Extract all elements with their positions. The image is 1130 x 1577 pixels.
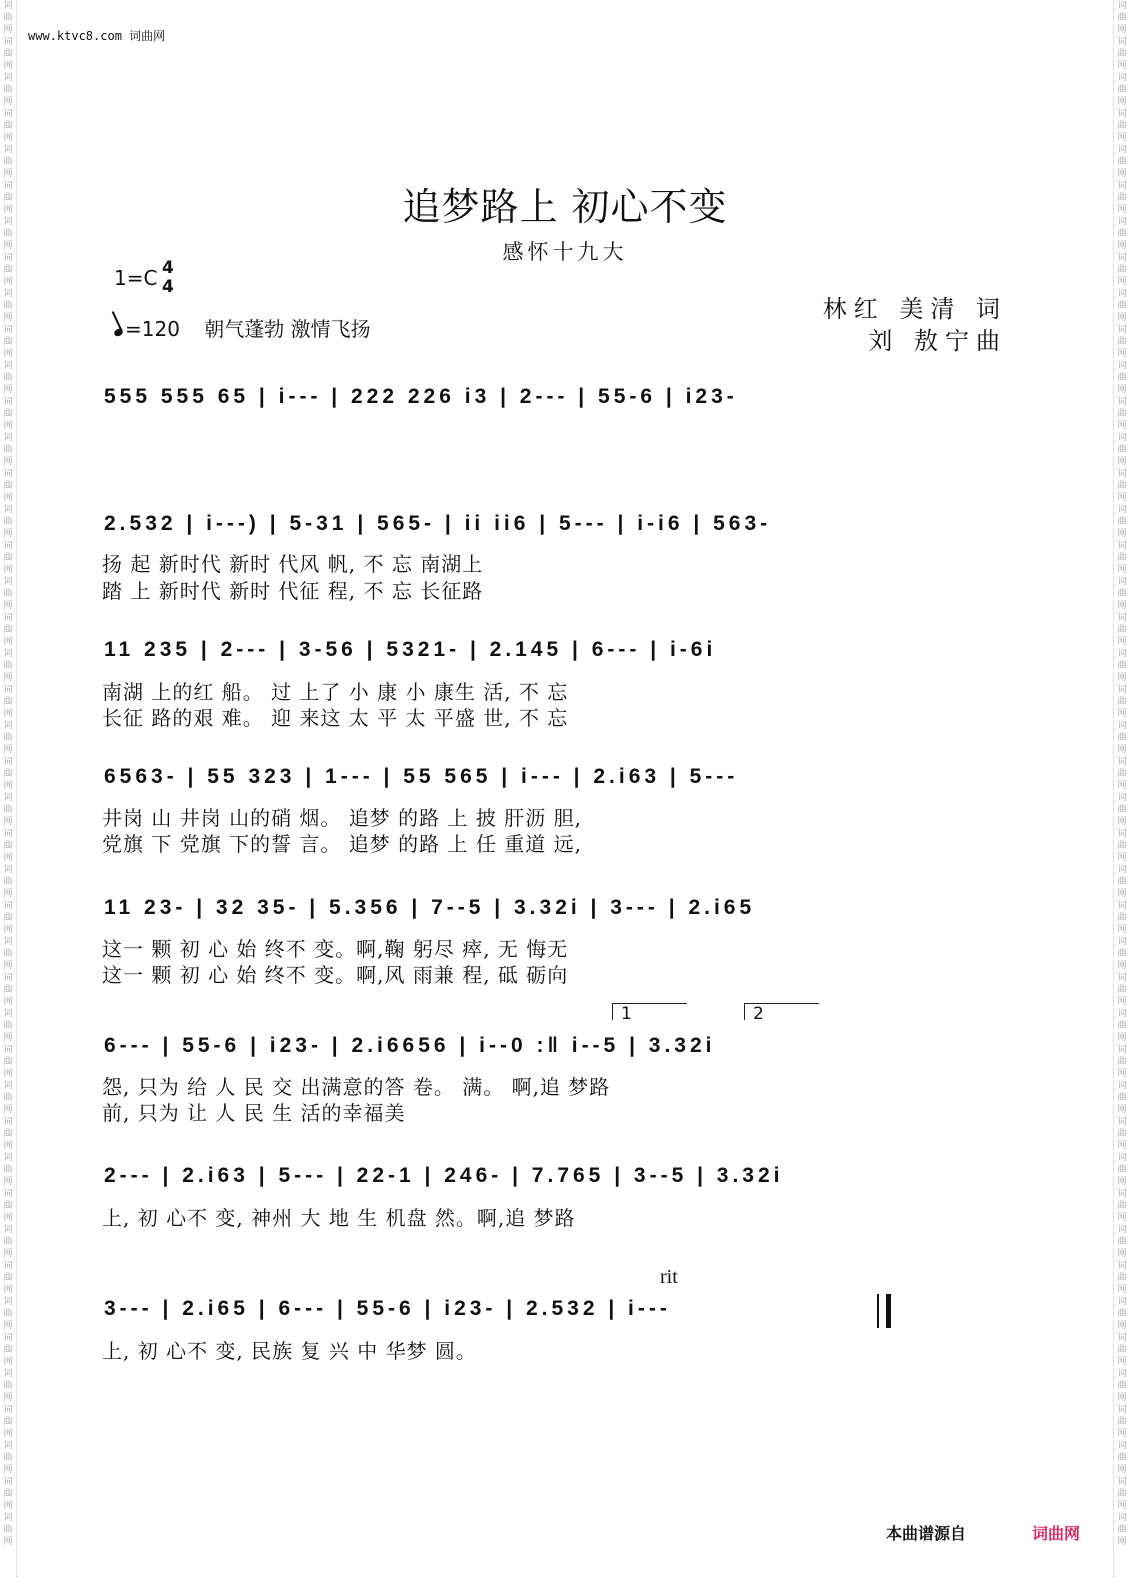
watermark-char: 网 (3, 1285, 13, 1295)
watermark-char: 曲 (1117, 409, 1127, 419)
watermark-char: 曲 (1117, 805, 1127, 815)
watermark-char: 网 (3, 529, 13, 539)
lyric-line-5a: 这一 颗 初 心 始 终不 变。啊,鞠 躬尽 瘁, 无 悔无 (102, 937, 569, 961)
watermark-char: 网 (1117, 1357, 1127, 1367)
watermark-char: 词 (3, 109, 13, 119)
watermark-char: 网 (3, 457, 13, 467)
score-line-8: 3--- | 2.i65 | 6--- | 55-6 | i23- | 2.532 | i--- (104, 1297, 671, 1320)
watermark-char: 网 (1117, 349, 1127, 359)
watermark-char: 曲 (1117, 1021, 1127, 1031)
watermark-char: 词 (1117, 1369, 1127, 1379)
watermark-char: 网 (3, 565, 13, 575)
watermark-char: 网 (3, 889, 13, 899)
watermark-char: 网 (1117, 1537, 1127, 1547)
watermark-char: 曲 (3, 949, 13, 959)
tempo-marking (114, 313, 371, 342)
watermark-char: 曲 (1117, 913, 1127, 923)
watermark-char: 曲 (3, 1093, 13, 1103)
watermark-char: 词 (3, 1117, 13, 1127)
watermark-char: 网 (3, 385, 13, 395)
watermark-char: 曲 (3, 121, 13, 131)
lyric-line-7: 上, 初 心不 变, 神州 大 地 生 机盘 然。啊,追 梦路 (102, 1206, 576, 1230)
watermark-char: 曲 (1117, 697, 1127, 707)
time-numerator: 4 (162, 258, 174, 278)
watermark-char: 网 (1117, 529, 1127, 539)
watermark-char: 网 (1117, 637, 1127, 647)
watermark-char: 词 (1117, 1045, 1127, 1055)
song-title: 追梦路上 初心不变 (402, 185, 728, 229)
lyric-line-4a: 井岗 山 井岗 山的硝 烟。 追梦 的路 上 披 肝沥 胆, (102, 806, 582, 830)
watermark-char: 网 (3, 313, 13, 323)
watermark-char: 曲 (3, 1525, 13, 1535)
watermark-char: 词 (3, 1261, 13, 1271)
watermark-char: 网 (1117, 1069, 1127, 1079)
lyric-line-2b: 踏 上 新时代 新时 代征 程, 不 忘 长征路 (102, 579, 484, 603)
watermark-char: 词 (1117, 721, 1127, 731)
watermark-char: 网 (3, 1537, 13, 1547)
score-line-3: 11 235 | 2--- | 3-56 | 5321- | 2.145 | 6--- | i-6i (104, 638, 717, 661)
watermark-char: 曲 (3, 661, 13, 671)
watermark-char: 词 (3, 577, 13, 587)
watermark-char: 网 (1117, 1285, 1127, 1295)
watermark-char: 曲 (1117, 1057, 1127, 1067)
watermark-char: 词 (3, 1045, 13, 1055)
watermark-char: 网 (3, 1429, 13, 1439)
watermark-char: 词 (3, 1405, 13, 1415)
watermark-char: 词 (3, 1441, 13, 1451)
watermark-char: 曲 (1117, 229, 1127, 239)
watermark-char: 曲 (1117, 1273, 1127, 1283)
expression-text: 朝气蓬勃 激情飞扬 (204, 317, 371, 341)
watermark-char: 曲 (3, 589, 13, 599)
watermark-char: 曲 (1117, 877, 1127, 887)
watermark-char: 曲 (1117, 373, 1127, 383)
watermark-char: 曲 (1117, 1093, 1127, 1103)
watermark-char: 词 (1117, 37, 1127, 47)
watermark-char: 曲 (3, 1237, 13, 1247)
watermark-char: 词 (3, 397, 13, 407)
watermark-char: 网 (1117, 1393, 1127, 1403)
watermark-char: 词 (1117, 361, 1127, 371)
watermark-char: 词 (1117, 289, 1127, 299)
watermark-char: 曲 (3, 769, 13, 779)
song-subtitle: 感怀十九大 (502, 240, 628, 264)
watermark-char: 曲 (3, 1309, 13, 1319)
watermark-char: 网 (1117, 961, 1127, 971)
watermark-char: 网 (3, 1141, 13, 1151)
watermark-char: 曲 (3, 697, 13, 707)
watermark-char: 网 (3, 97, 13, 107)
watermark-char: 曲 (1117, 49, 1127, 59)
watermark-char: 网 (3, 1213, 13, 1223)
watermark-char: 词 (3, 541, 13, 551)
watermark-char: 词 (1117, 577, 1127, 587)
lyric-line-3b: 长征 路的艰 难。 迎 来这 太 平 太 平盛 世, 不 忘 (102, 706, 569, 730)
watermark-char: 曲 (3, 1057, 13, 1067)
watermark-char: 网 (1117, 889, 1127, 899)
score-line-2: 2.532 | i---) | 5-31 | 565- | ii ii6 | 5--- | i-i6 | 563- (104, 512, 772, 535)
watermark-char: 网 (1117, 205, 1127, 215)
ritardando-marking: rit (660, 1266, 678, 1288)
watermark-char: 曲 (3, 1345, 13, 1355)
score-line-4: 6563- | 55 323 | 1--- | 55 565 | i--- | 2.i63 | 5--- (104, 765, 739, 788)
watermark-char: 曲 (1117, 157, 1127, 167)
watermark-char: 曲 (3, 409, 13, 419)
watermark-char: 词 (1117, 469, 1127, 479)
watermark-char: 词 (3, 685, 13, 695)
watermark-char: 曲 (3, 877, 13, 887)
watermark-char: 曲 (3, 625, 13, 635)
lyric-line-6a: 怨, 只为 给 人 民 交 出满意的答 卷。 满。 啊,追 梦路 (102, 1075, 611, 1099)
lyric-line-5b: 这一 颗 初 心 始 终不 变。啊,风 雨兼 程, 砥 砺向 (102, 963, 569, 987)
watermark-char: 网 (1117, 1249, 1127, 1259)
watermark-char: 词 (3, 253, 13, 263)
watermark-char: 词 (1117, 865, 1127, 875)
watermark-char: 曲 (1117, 949, 1127, 959)
watermark-char: 网 (1117, 421, 1127, 431)
watermark-char: 词 (1117, 253, 1127, 263)
watermark-char: 曲 (1117, 1129, 1127, 1139)
watermark-char: 网 (1117, 277, 1127, 287)
lyric-line-8: 上, 初 心不 变, 民族 复 兴 中 华梦 圆。 (102, 1339, 477, 1363)
watermark-char: 词 (1117, 1117, 1127, 1127)
time-denominator: 4 (162, 277, 174, 297)
watermark-char: 网 (3, 61, 13, 71)
lyric-line-3a: 南湖 上的红 船。 过 上了 小 康 小 康生 活, 不 忘 (102, 680, 569, 704)
watermark-char: 曲 (3, 301, 13, 311)
watermark-char: 曲 (1117, 625, 1127, 635)
watermark-char: 词 (3, 181, 13, 191)
volta-2: 2 (744, 1003, 819, 1020)
watermark-char: 词 (3, 757, 13, 767)
watermark-char: 网 (3, 1321, 13, 1331)
watermark-char: 网 (1117, 97, 1127, 107)
watermark-char: 词 (1117, 73, 1127, 83)
watermark-char: 曲 (3, 373, 13, 383)
watermark-char: 曲 (3, 841, 13, 851)
watermark-char: 网 (3, 781, 13, 791)
watermark-char: 曲 (3, 193, 13, 203)
watermark-char: 词 (3, 1333, 13, 1343)
watermark-char: 词 (1117, 1261, 1127, 1271)
watermark-char: 网 (1117, 1141, 1127, 1151)
watermark-char: 词 (3, 37, 13, 47)
watermark-char: 词 (3, 1009, 13, 1019)
watermark-char: 词 (3, 1369, 13, 1379)
watermark-char: 网 (3, 241, 13, 251)
watermark-char: 词 (3, 361, 13, 371)
watermark-char: 词 (1117, 505, 1127, 515)
watermark-char: 网 (3, 1069, 13, 1079)
watermark-char: 网 (1117, 133, 1127, 143)
watermark-char: 网 (1117, 1321, 1127, 1331)
lyricist-credit: 林红 美清 词 (822, 295, 1007, 323)
watermark-char: 词 (3, 217, 13, 227)
watermark-char: 网 (1117, 925, 1127, 935)
watermark-char: 网 (3, 997, 13, 1007)
watermark-char: 词 (1117, 973, 1127, 983)
watermark-char: 曲 (3, 1453, 13, 1463)
watermark-char: 网 (1117, 709, 1127, 719)
watermark-char: 词 (1117, 1189, 1127, 1199)
lyric-line-6b: 前, 只为 让 人 民 生 活的幸福美 (102, 1101, 406, 1125)
watermark-char: 网 (1117, 457, 1127, 467)
watermark-char: 曲 (3, 805, 13, 815)
watermark-char: 词 (3, 973, 13, 983)
watermark-char: 曲 (1117, 1453, 1127, 1463)
final-barline (886, 1294, 891, 1328)
watermark-char: 词 (1117, 1, 1127, 11)
watermark-char: 词 (1117, 1225, 1127, 1235)
watermark-char: 词 (3, 1297, 13, 1307)
score-line-7: 2--- | 2.i63 | 5--- | 22-1 | 246- | 7.765 | 3--5 | 3.32i (104, 1164, 784, 1187)
watermark-char: 曲 (3, 229, 13, 239)
watermark-char: 曲 (1117, 553, 1127, 563)
watermark-char: 网 (3, 1501, 13, 1511)
watermark-char: 曲 (1117, 301, 1127, 311)
watermark-char: 网 (3, 637, 13, 647)
watermark-char: 曲 (3, 445, 13, 455)
watermark-char: 网 (1117, 673, 1127, 683)
watermark-char: 网 (1117, 169, 1127, 179)
watermark-char: 词 (3, 937, 13, 947)
watermark-char: 网 (3, 205, 13, 215)
watermark-char: 词 (1117, 1297, 1127, 1307)
time-signature (162, 259, 174, 297)
watermark-char: 网 (1117, 313, 1127, 323)
watermark-char: 网 (1117, 745, 1127, 755)
watermark-char: 曲 (1117, 1525, 1127, 1535)
watermark-char: 网 (3, 853, 13, 863)
watermark-char: 词 (1117, 1477, 1127, 1487)
watermark-char: 词 (3, 613, 13, 623)
watermark-char: 网 (3, 169, 13, 179)
watermark-char: 网 (1117, 817, 1127, 827)
watermark-char: 词 (3, 1081, 13, 1091)
watermark-char: 曲 (1117, 1489, 1127, 1499)
watermark-char: 曲 (3, 913, 13, 923)
watermark-char: 曲 (1117, 985, 1127, 995)
watermark-char: 曲 (3, 553, 13, 563)
footer-source-site[interactable]: 词曲网 (1032, 1524, 1081, 1543)
watermark-char: 词 (1117, 1333, 1127, 1343)
watermark-char: 词 (3, 829, 13, 839)
watermark-char: 词 (1117, 793, 1127, 803)
watermark-char: 网 (1117, 997, 1127, 1007)
watermark-char: 曲 (1117, 265, 1127, 275)
watermark-char: 词 (1117, 1405, 1127, 1415)
watermark-char: 词 (3, 649, 13, 659)
watermark-char: 网 (1117, 781, 1127, 791)
watermark-char: 网 (3, 133, 13, 143)
watermark-char: 曲 (1117, 661, 1127, 671)
watermark-char: 曲 (3, 157, 13, 167)
watermark-char: 曲 (1117, 445, 1127, 455)
watermark-char: 曲 (1117, 85, 1127, 95)
watermark-char: 词 (1117, 109, 1127, 119)
volta-1: 1 (612, 1003, 687, 1020)
watermark-char: 网 (1117, 1033, 1127, 1043)
watermark-char: 网 (1117, 1213, 1127, 1223)
watermark-char: 网 (3, 817, 13, 827)
watermark-char: 曲 (1117, 769, 1127, 779)
watermark-char: 网 (3, 1465, 13, 1475)
watermark-char: 曲 (1117, 337, 1127, 347)
watermark-char: 词 (3, 1477, 13, 1487)
watermark-char: 词 (3, 145, 13, 155)
watermark-char: 曲 (1117, 1309, 1127, 1319)
watermark-char: 词 (3, 505, 13, 515)
watermark-char: 词 (3, 901, 13, 911)
watermark-char: 曲 (3, 481, 13, 491)
watermark-char: 词 (3, 73, 13, 83)
watermark-char: 网 (3, 961, 13, 971)
score-line-1: 555 555 65 | i--- | 222 226 i3 | 2--- | 55-6 | i23- (104, 385, 738, 408)
watermark-char: 网 (1117, 25, 1127, 35)
watermark-char: 词 (3, 1225, 13, 1235)
watermark-char: 曲 (3, 1201, 13, 1211)
watermark-char: 曲 (3, 985, 13, 995)
score-line-5: 11 23- | 32 35- | 5.356 | 7--5 | 3.32i | 3--- | 2.i65 (104, 896, 756, 919)
watermark-char: 曲 (1117, 1201, 1127, 1211)
watermark-char: 网 (3, 1105, 13, 1115)
watermark-char: 网 (3, 745, 13, 755)
watermark-char: 网 (1117, 853, 1127, 863)
watermark-char: 词 (3, 793, 13, 803)
watermark-char: 曲 (3, 265, 13, 275)
tempo-value: =120 (125, 317, 180, 341)
watermark-char: 曲 (1117, 13, 1127, 23)
watermark-char: 曲 (3, 1165, 13, 1175)
watermark-char: 曲 (1117, 1165, 1127, 1175)
score-line-6: 6--- | 55-6 | i23- | 2.i6656 | i--0 :‖ i--5 | 3.32i (104, 1034, 716, 1057)
watermark-char: 曲 (3, 1129, 13, 1139)
watermark-char: 曲 (3, 337, 13, 347)
watermark-char: 词 (1117, 397, 1127, 407)
watermark-char: 网 (3, 25, 13, 35)
watermark-char: 曲 (3, 733, 13, 743)
watermark-char: 网 (3, 601, 13, 611)
watermark-char: 曲 (3, 1381, 13, 1391)
watermark-char: 网 (1117, 61, 1127, 71)
watermark-char: 词 (3, 433, 13, 443)
watermark-char: 曲 (3, 1489, 13, 1499)
watermark-char: 曲 (1117, 589, 1127, 599)
watermark-char: 词 (1117, 901, 1127, 911)
watermark-char: 曲 (1117, 193, 1127, 203)
watermark-char: 词 (1117, 433, 1127, 443)
watermark-char: 曲 (1117, 841, 1127, 851)
watermark-char: 网 (1117, 1429, 1127, 1439)
watermark-char: 网 (1117, 1177, 1127, 1187)
watermark-char: 词 (1117, 1009, 1127, 1019)
key-signature: 1=C (114, 266, 158, 290)
watermark-char: 曲 (1117, 1417, 1127, 1427)
watermark-char: 词 (1117, 541, 1127, 551)
watermark-char: 词 (1117, 757, 1127, 767)
watermark-char: 曲 (3, 85, 13, 95)
composer-credit: 刘 敖宁曲 (868, 327, 1007, 355)
watermark-char: 词 (3, 1153, 13, 1163)
watermark-char: 词 (3, 289, 13, 299)
watermark-char: 网 (3, 1033, 13, 1043)
watermark-char: 词 (1117, 1441, 1127, 1451)
watermark-char: 词 (1117, 829, 1127, 839)
watermark-char: 曲 (1117, 1345, 1127, 1355)
watermark-char: 词 (3, 1513, 13, 1523)
watermark-char: 曲 (3, 13, 13, 23)
watermark-char: 曲 (1117, 1381, 1127, 1391)
watermark-char: 曲 (1117, 517, 1127, 527)
footer-source-label: 本曲谱源自 (886, 1524, 967, 1543)
watermark-char: 网 (1117, 565, 1127, 575)
watermark-char: 词 (3, 469, 13, 479)
watermark-char: 网 (1117, 241, 1127, 251)
watermark-char: 词 (3, 1, 13, 11)
watermark-char: 词 (1117, 145, 1127, 155)
watermark-char: 网 (1117, 493, 1127, 503)
watermark-char: 网 (3, 709, 13, 719)
watermark-char: 网 (3, 349, 13, 359)
watermark-char: 曲 (1117, 1237, 1127, 1247)
lyric-line-4b: 党旗 下 党旗 下的誓 言。 追梦 的路 上 任 重道 远, (102, 832, 582, 856)
watermark-char: 词 (1117, 1513, 1127, 1523)
watermark-char: 曲 (1117, 481, 1127, 491)
watermark-char: 词 (1117, 685, 1127, 695)
watermark-char: 网 (1117, 601, 1127, 611)
watermark-char: 曲 (1117, 121, 1127, 131)
watermark-char: 网 (3, 925, 13, 935)
watermark-char: 词 (3, 325, 13, 335)
watermark-char: 曲 (3, 1021, 13, 1031)
watermark-char: 曲 (1117, 733, 1127, 743)
watermark-char: 网 (1117, 1465, 1127, 1475)
watermark-char: 词 (3, 1189, 13, 1199)
site-url[interactable]: www.ktvc8.com 词曲网 (28, 29, 166, 43)
watermark-char: 网 (1117, 1105, 1127, 1115)
watermark-char: 词 (1117, 1081, 1127, 1091)
watermark-char: 曲 (3, 517, 13, 527)
watermark-char: 网 (3, 1357, 13, 1367)
watermark-char: 词 (1117, 613, 1127, 623)
watermark-char: 词 (1117, 937, 1127, 947)
watermark-char: 曲 (3, 1273, 13, 1283)
watermark-char: 词 (3, 721, 13, 731)
quarter-note-icon (113, 327, 124, 337)
watermark-char: 网 (1117, 1501, 1127, 1511)
watermark-char: 网 (3, 1177, 13, 1187)
watermark-char: 词 (1117, 325, 1127, 335)
watermark-char: 网 (3, 493, 13, 503)
watermark-char: 词 (3, 865, 13, 875)
lyric-line-2a: 扬 起 新时代 新时 代风 帆, 不 忘 南湖上 (102, 552, 484, 576)
watermark-char: 曲 (3, 49, 13, 59)
watermark-char: 网 (3, 277, 13, 287)
watermark-char: 词 (1117, 217, 1127, 227)
watermark-char: 网 (3, 1249, 13, 1259)
watermark-char: 曲 (3, 1417, 13, 1427)
watermark-char: 网 (3, 1393, 13, 1403)
watermark-char: 网 (1117, 385, 1127, 395)
watermark-char: 网 (3, 421, 13, 431)
watermark-char: 词 (1117, 1153, 1127, 1163)
watermark-char: 词 (1117, 649, 1127, 659)
watermark-char: 词 (1117, 181, 1127, 191)
watermark-char: 网 (3, 673, 13, 683)
